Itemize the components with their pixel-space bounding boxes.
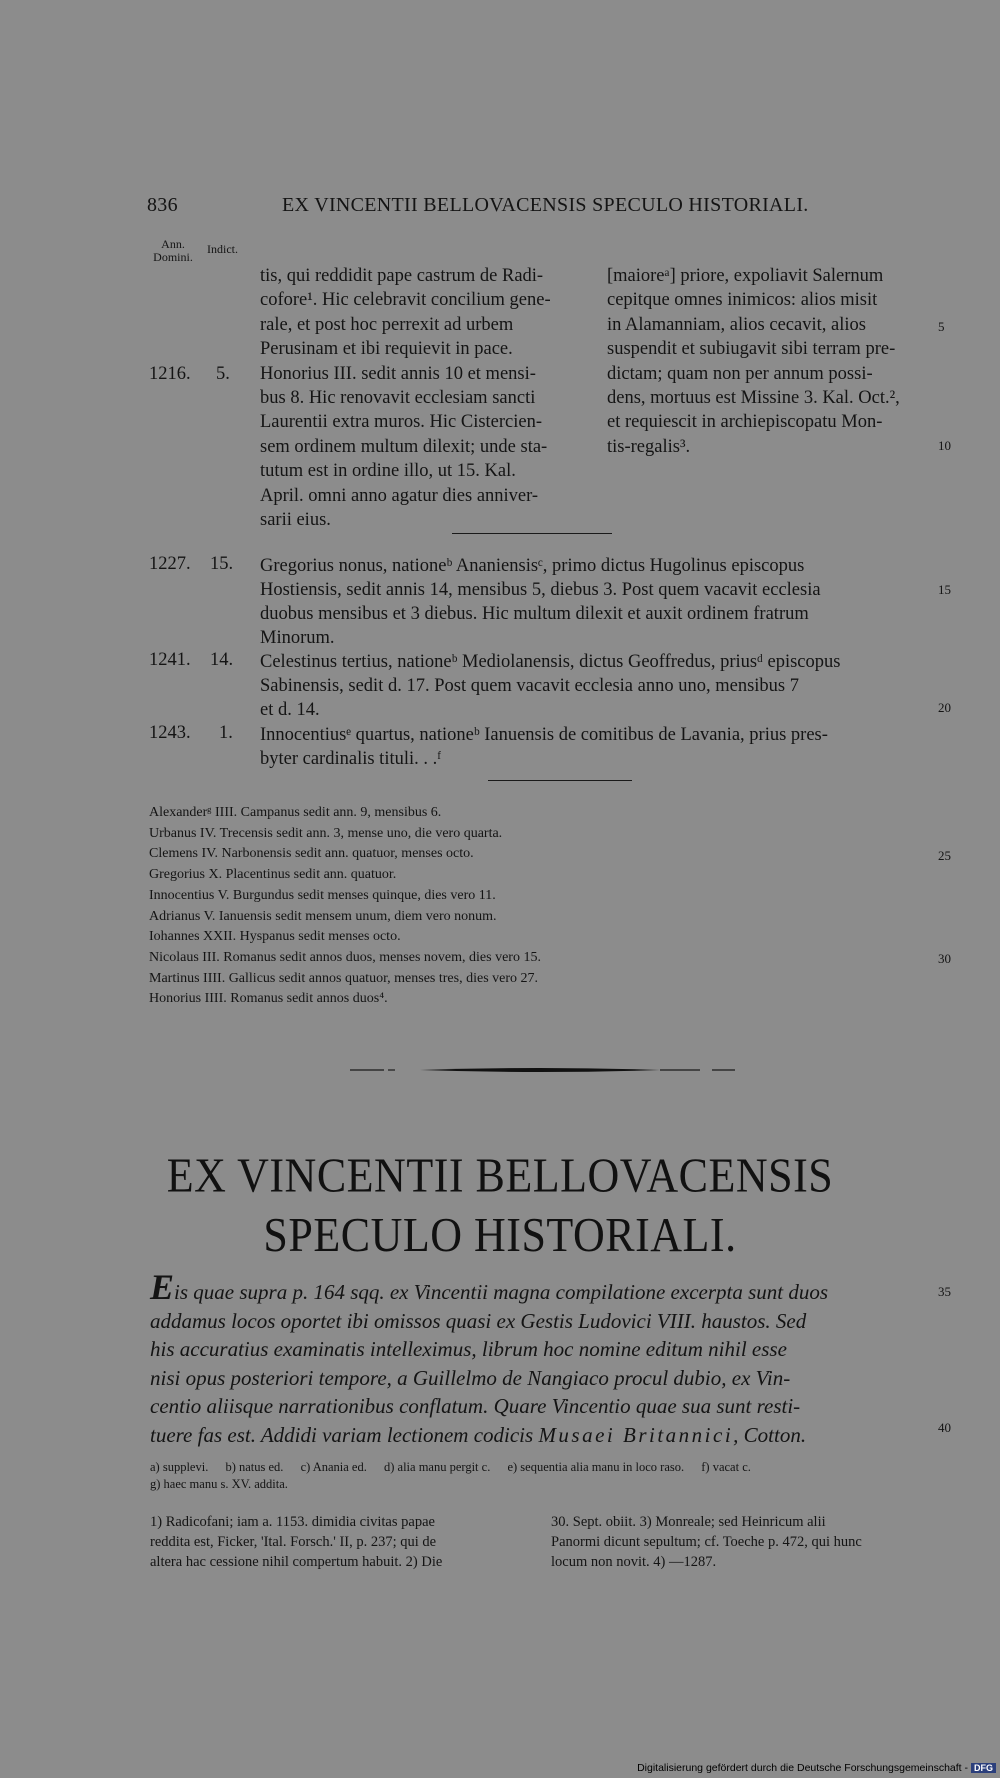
text-line: cepitque omnes inimicos: alios misit [607,290,878,311]
line-number: 10 [938,438,951,453]
variant-note: d) alia manu pergit c. [383,1460,491,1474]
line-number: 15 [938,582,951,597]
list-item: Adrianus V. Ianuensis sedit mensem unum, diem vero nonum. [149,908,497,924]
footnotes-left [150,1512,538,1572]
text-line: bus 8. Hic renovavit ecclesiam sancti [260,388,536,409]
intro-paragraph [150,1267,934,1449]
year-1241: 1241. [149,650,191,670]
text-span: tuere fas est. Addidi variam lectionem codicis [150,1422,539,1447]
list-item: Urbanus IV. Trecensis sedit ann. 3, mense uno, die vero quarta. [149,825,503,841]
text-line: Celestinus tertius, nationeᵇ Mediolanensis, dictus Geoffredus, priusᵈ episcopus [260,652,841,672]
year-1227: 1227. [149,554,191,574]
section-title [0,1147,1000,1266]
text-line: Perusinam et ibi requievit in pace. [260,339,513,360]
text-line [150,1267,934,1307]
text-line: cofore¹. Hic celebravit concilium gene- [260,290,551,311]
text-line: nisi opus posteriori tempore, a Guillelmo de Nangiaco procul dubio, ex Vin- [150,1365,791,1390]
drop-cap: E [150,1267,175,1307]
variant-note: f) vacat c. [701,1460,751,1474]
anni-label: Ann. [161,237,185,251]
text-line: et d. 14. [260,700,320,720]
line-number: 5 [938,319,945,334]
text-line: Hostiensis, sedit annis 14, mensibus 5, diebus 3. Post quem vacavit ecclesia [260,580,821,600]
list-item: Honorius IIII. Romanus sedit annos duos⁴. [149,991,388,1007]
variant-note: b) natus ed. [225,1460,284,1474]
line-number: 35 [938,1284,951,1299]
domini-label: Domini. [153,250,193,264]
list-item: Iohannes XXII. Hyspanus sedit menses octo. [149,929,401,945]
section-title-line: EX VINCENTII BELLOVACENSIS [166,1148,834,1203]
variant-note: e) sequentia alia manu in loco raso. [507,1460,685,1474]
section-title-line: SPECULO HISTORIALI. [263,1208,737,1263]
text-line: byter cardinalis tituli. . .ᶠ [260,749,442,769]
list-item: Innocentius V. Burgundus sedit menses quinque, dies vero 11. [149,887,496,903]
text-line: Laurentii extra muros. Hic Cistercien- [260,412,543,433]
text-line: Innocentiusᵉ quartus, nationeᵇ Ianuensis de comitibus de Lavania, prius pres- [260,725,828,745]
popes-list [149,803,541,1010]
text-line: Sabinensis, sedit d. 17. Post quem vacavit ecclesia anno uno, mensibus 7 [260,676,799,696]
text-line: et requiescit in archiepiscopatu Mon- [607,412,883,433]
running-title: EX VINCENTII BELLOVACENSIS SPECULO HISTORIALI. [282,194,809,216]
entry-celestinus [260,650,932,722]
text-span: , Cotton. [733,1422,807,1447]
anno-domini-head [146,238,200,264]
separator-rule [488,780,632,781]
left-column [260,264,607,532]
text-line: rale, et post hoc perrexit ad urbem [260,314,514,335]
text-line: centio aliisque narrationibus conflatum. Quare Vincentio quae sua sunt resti- [150,1394,801,1418]
ornamental-divider [350,1066,735,1074]
separator-rule [452,533,612,534]
text-line: dens, mortuus est Missine 3. Kal. Oct.², [607,388,900,409]
text-line: duobus mensibus et 3 diebus. Hic multum dilexit et auxit ordinem fratrum [260,604,809,624]
footnote-line: altera hac cessione nihil compertum habuit. 2) Die [150,1554,443,1570]
line-number: 25 [938,848,951,863]
text-span: is quae supra p. 164 sqq. ex Vincentii magna compilatione excerpta sunt duos [174,1280,829,1304]
variant-notes [150,1459,936,1493]
indict-1227: 15. [210,554,234,574]
credit-text: Digitalisierung gefördert durch die Deutsche Forschungsgemeinschaft - [637,1762,968,1774]
text-line: in Alamanniam, alios cecavit, alios [607,314,866,335]
text-line: Minorum. [260,628,335,648]
text-line: tis, qui reddidit pape castrum de Radi- [260,266,544,286]
list-item: Alexanderᵍ IIII. Campanus sedit ann. 9, mensibus 6. [149,805,442,820]
list-item: Gregorius X. Placentinus sedit ann. quatuor. [149,867,397,883]
text-line: tutum est in ordine illo, ut 15. Kal. [260,461,516,482]
variant-note: g) haec manu s. XV. addita. [150,1477,288,1491]
year-1216: 1216. [149,364,191,384]
text-line: Honorius III. sedit annis 10 et mensi- [260,363,536,384]
line-number: 20 [938,700,951,715]
right-column [607,264,933,459]
footnote-line: 1) Radicofani; iam a. 1153. dimidia civitas papae [150,1514,435,1530]
year-1243: 1243. [149,723,191,743]
text-line: addamus locos oportet ibi omissos quasi ex Gestis Ludovici VIII. haustos. Sed [150,1308,807,1333]
indict-head: Indict. [207,242,238,256]
text-line: tis-regalis³. [607,436,691,457]
list-item: Nicolaus III. Romanus sedit annos duos, menses novem, dies vero 15. [149,949,541,965]
entry-gregorius [260,554,932,650]
variant-note: a) supplevi. [150,1460,209,1474]
footnote-line: Panormi dicunt sepultum; cf. Toeche p. 472, qui hunc [551,1534,862,1550]
footnote-line: reddita est, Ficker, 'Ital. Forsch.' II, p. 237; qui de [150,1534,437,1550]
page-number: 836 [147,194,178,216]
list-item: Martinus IIII. Gallicus sedit annos quatuor, menses tres, dies vero 27. [149,970,539,986]
dfg-logo: DFG [971,1763,996,1773]
indict-1243: 1. [219,723,233,743]
text-line: suspendit et subiugavit sibi terram pre- [607,339,896,360]
footnote-line: 30. Sept. obiit. 3) Monreale; sed Heinricum alii [551,1514,826,1530]
text-line: Gregorius nonus, nationeᵇ Ananiensisᶜ, primo dictus Hugolinus episcopus [260,556,805,576]
list-item: Clemens IV. Narbonensis sedit ann. quatuor, menses octo. [149,846,474,862]
entry-innocentius [260,723,932,771]
footnote-line: locum non novit. 4) —1287. [551,1554,717,1570]
footnotes-right [551,1512,935,1572]
text-line: his accuratius examinatis intelleximus, librum hoc nomine editum nihil esse [150,1337,787,1361]
indict-1216: 5. [216,364,230,384]
line-number: 40 [938,1420,951,1435]
text-line: sem ordinem multum dilexit; unde sta- [260,436,548,457]
text-line [150,1421,934,1450]
digitization-credit [637,1762,996,1774]
text-line: sarii eius. [260,510,331,531]
text-line: April. omni anno agatur dies anniver- [260,485,539,506]
spaced-text: Musaei Britannici [538,1422,734,1447]
text-line: [maioreᵃ] priore, expoliavit Salernum [607,266,884,286]
variant-note: c) Anania ed. [300,1460,367,1474]
indict-1241: 14. [210,650,234,670]
line-number: 30 [938,951,951,966]
text-line: dictam; quam non per annum possi- [607,363,873,384]
